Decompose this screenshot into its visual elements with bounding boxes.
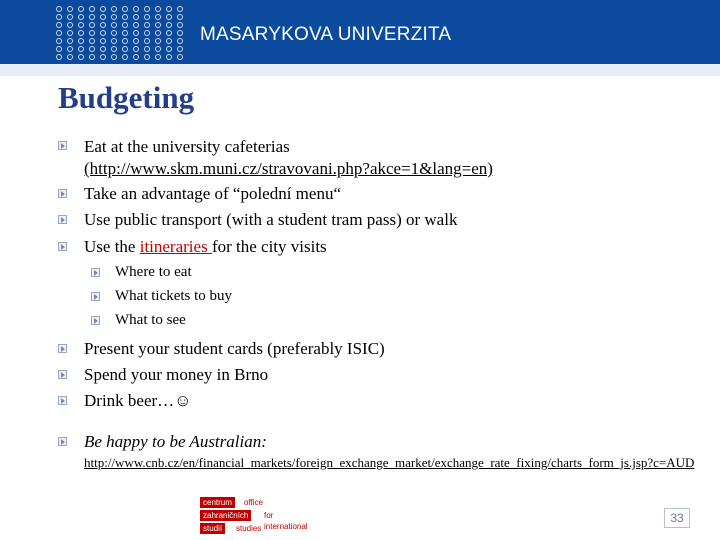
cafeteria-url[interactable]: (http://www.skm.muni.cz/stravovani.php?akce=1&lang=en) (84, 159, 493, 178)
logo-dot (155, 22, 161, 28)
logo-text: studies (236, 524, 262, 533)
sub-bullet-icon (91, 268, 100, 277)
logo-dot (78, 14, 84, 20)
list-item: Use public transport (with a student tram pass) or walk (84, 210, 458, 229)
logo-dot (133, 54, 139, 60)
logo-dot (122, 30, 128, 36)
sub-bullet-icon (91, 292, 100, 301)
logo-dot (122, 22, 128, 28)
logo-dot (100, 14, 106, 20)
logo-text: for international (264, 511, 308, 531)
logo-dot (155, 46, 161, 52)
logo-text: studií (200, 523, 225, 534)
logo-dot (67, 38, 73, 44)
logo-dot (177, 30, 183, 36)
logo-dot (111, 22, 117, 28)
bullet-icon (58, 437, 67, 446)
list-item: Present your student cards (preferably ISIC) (84, 339, 385, 358)
logo-dot (133, 46, 139, 52)
slide-title: Budgeting (58, 80, 195, 115)
logo-dot (89, 54, 95, 60)
logo-dot (155, 6, 161, 12)
bullet-icon (58, 141, 67, 150)
logo-dot (144, 22, 150, 28)
logo-dot (56, 6, 62, 12)
logo-dot (56, 54, 62, 60)
logo-dot (144, 14, 150, 20)
logo-dot (177, 38, 183, 44)
logo-dot (166, 30, 172, 36)
logo-dot (166, 22, 172, 28)
logo-dot (166, 14, 172, 20)
logo-dot (67, 6, 73, 12)
logo-dot (56, 14, 62, 20)
logo-dot (89, 22, 95, 28)
list-item-text: Use the (84, 237, 140, 256)
logo-dot (144, 54, 150, 60)
logo-dot (67, 14, 73, 20)
logo-dot (100, 6, 106, 12)
logo-dot (56, 30, 62, 36)
sub-bullet-icon (91, 316, 100, 325)
logo-dot (111, 38, 117, 44)
logo-dot (89, 14, 95, 20)
list-item: Spend your money in Brno (84, 365, 269, 384)
logo-dot (111, 30, 117, 36)
logo-dot (144, 38, 150, 44)
logo-dot (155, 14, 161, 20)
university-name: MASARYKOVA UNIVERZITA (200, 24, 452, 45)
logo-text: centrum (200, 497, 235, 508)
logo-dot (78, 30, 84, 36)
logo-dot (155, 38, 161, 44)
bullet-icon (58, 242, 67, 251)
list-item: Be happy to be Australian: (84, 432, 267, 451)
logo-dot (144, 6, 150, 12)
bullet-icon (58, 215, 67, 224)
logo-dot (122, 38, 128, 44)
logo-dot (144, 46, 150, 52)
cafeteria-link[interactable] (84, 159, 493, 179)
list-item: Drink beer…☺ (84, 391, 192, 410)
sub-list-item: What tickets to buy (115, 288, 233, 304)
logo-dot (177, 46, 183, 52)
logo-dot (122, 6, 128, 12)
logo-dot (100, 46, 106, 52)
logo-dot (122, 54, 128, 60)
logo-dot (122, 46, 128, 52)
logo-dot (78, 38, 84, 44)
list-item-text: for the city visits (211, 237, 327, 256)
logo-dot (78, 22, 84, 28)
logo-dot (133, 14, 139, 20)
logo-dot (100, 54, 106, 60)
logo-dot (133, 38, 139, 44)
logo-dot (111, 54, 117, 60)
logo-dot (67, 46, 73, 52)
logo-dot (89, 38, 95, 44)
logo-dot (133, 22, 139, 28)
bullet-icon (58, 396, 67, 405)
header-bar (0, 0, 720, 64)
sub-list-item: What to see (115, 312, 186, 328)
logo-dot (177, 14, 183, 20)
logo-dot (89, 46, 95, 52)
list-item: Eat at the university cafeterias (84, 137, 290, 156)
sub-list-item: Where to eat (115, 264, 192, 280)
logo-text: zahraničních (200, 510, 251, 521)
itineraries-link[interactable]: itineraries (139, 237, 212, 256)
logo-dot (78, 46, 84, 52)
logo-dot (89, 6, 95, 12)
list-item (84, 237, 327, 257)
logo-dot (67, 54, 73, 60)
logo-dot (166, 54, 172, 60)
logo-dot (111, 14, 117, 20)
header-divider (0, 64, 720, 76)
logo-dot (100, 30, 106, 36)
logo-dot (67, 22, 73, 28)
logo-dot (177, 54, 183, 60)
logo-dot (177, 22, 183, 28)
logo-dot (78, 6, 84, 12)
university-logo-icon (56, 6, 191, 62)
logo-dot (144, 30, 150, 36)
logo-dot (56, 22, 62, 28)
logo-dot (56, 46, 62, 52)
logo-dot (166, 46, 172, 52)
logo-dot (177, 6, 183, 12)
exchange-rate-link[interactable]: http://www.cnb.cz/en/financial_markets/foreign_exchange_market/exchange_rate_fixing/charts_form_js.jsp?c=AUD (84, 455, 695, 470)
bullet-icon (58, 189, 67, 198)
page-number: 33 (664, 508, 690, 528)
list-item: Take an advantage of “polední menu“ (84, 184, 342, 203)
logo-dot (67, 30, 73, 36)
logo-dot (89, 30, 95, 36)
logo-dot (111, 6, 117, 12)
logo-text: office (244, 498, 263, 507)
bullet-icon (58, 370, 67, 379)
logo-dot (133, 30, 139, 36)
logo-dot (56, 38, 62, 44)
logo-dot (166, 38, 172, 44)
logo-dot (100, 22, 106, 28)
logo-dot (166, 6, 172, 12)
logo-dot (155, 30, 161, 36)
logo-dot (122, 14, 128, 20)
logo-dot (133, 6, 139, 12)
logo-dot (78, 54, 84, 60)
logo-dot (100, 38, 106, 44)
bullet-icon (58, 344, 67, 353)
logo-dot (111, 46, 117, 52)
logo-dot (155, 54, 161, 60)
